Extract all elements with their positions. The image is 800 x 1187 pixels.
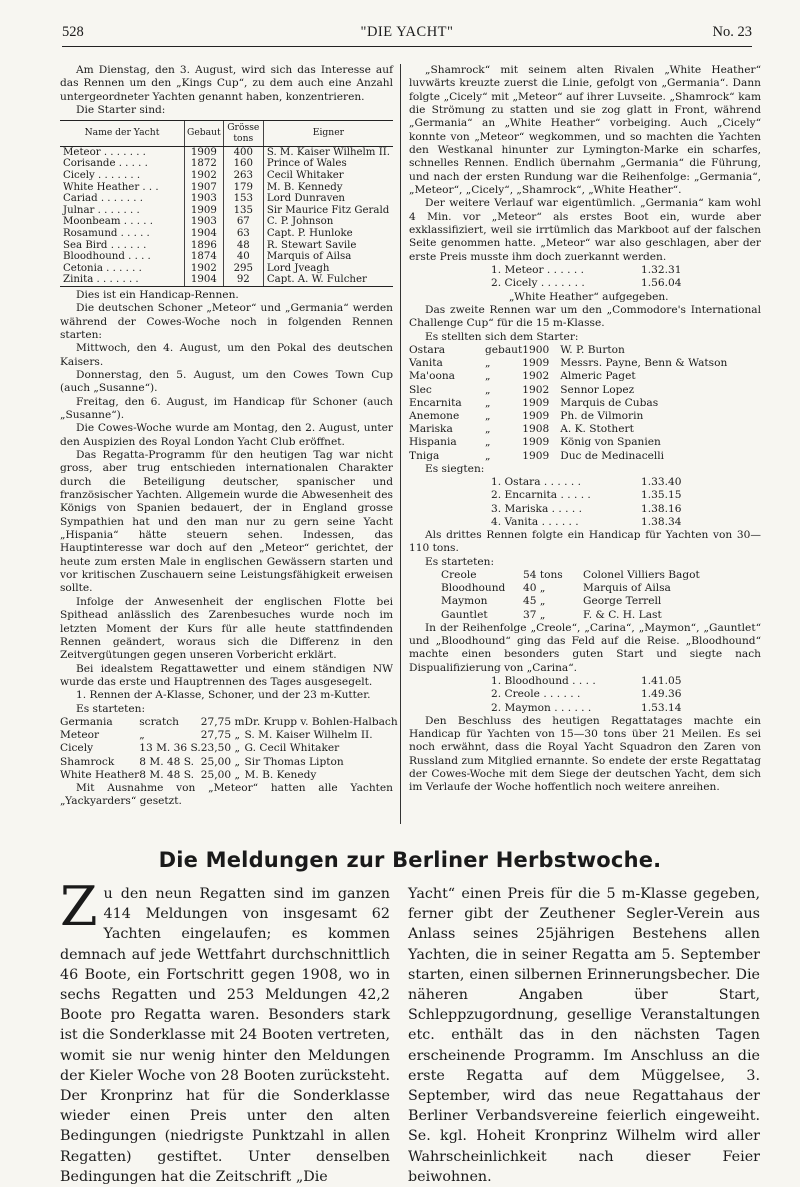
yacht-row-cell: S. M. Kaiser Wilhelm II. bbox=[263, 146, 393, 158]
result2-row-cell: 3. Mariska . . . . . bbox=[491, 502, 582, 515]
article-text-2: Yacht“ einen Preis für die 5 m-Klasse gegeben, ferner gibt der Zeuthener Segler-Verein aus Anlass seines 25jährigen Bestehens allen Yachten, die in seiner Regatta am 5. September starten, einen silbernen Erinnerungsbecher. Die näheren Angaben über Start, Schleppzugordnung, gesellige Veranstaltungen etc. enthält das in den nächsten Tagen erscheinende Programm. Im Anschluss an die erste Regatta auf dem Müggelsee, 3. September, wird das neue Regattahaus der Berliner Verbandsvereine feierlich eingeweiht. Se. kgl. Hoheit Kronprinz Wilhelm wird aller Wahrscheinlichkeit nach dieser Feier beiwohnen. bbox=[408, 886, 760, 1185]
paragraph-shamrock: „Shamrock“ mit seinem alten Rivalen „White Heather“ luvwärts kreuzte zuerst die Linie, gefolgt von „Germania“. Dann folgte „Cicely“ mit „Meteor“ auf ihrer Luvseite. „Shamrock“ kam die Strömung zu statten und sie zog glatt in Front, während „Germania“ an „White Heather“ vorbeiging. Auch „Cicely“ konnte von „Meteor“ wegkommen, und so machten die Yachten den Westkanal hinunter zur Lymington-Marke ein scharfes, schnelles Rennen. Endlich übernahm „Germania“ die Führung, und nach der ersten Rundung war die Reihenfolge: „Germania“, „Meteor“, „Cicely“, „Shamrock“, „White Heather“. bbox=[409, 64, 761, 197]
yacht-row-cell: 48 bbox=[223, 240, 263, 252]
article-column-2 bbox=[408, 884, 760, 1187]
result1-row-cell: 1. Meteor . . . . . . bbox=[491, 264, 584, 277]
yacht-row-cell: 263 bbox=[223, 170, 263, 182]
result2-row-cell: 1.35.15 bbox=[641, 489, 682, 502]
race1-row-cell: Sir Thomas Lipton bbox=[244, 755, 344, 768]
race2-row bbox=[409, 450, 727, 463]
race1-row bbox=[60, 756, 398, 769]
race2-row-cell: W. P. Burton bbox=[560, 343, 625, 356]
race1-row-cell: G. Cecil Whitaker bbox=[244, 742, 340, 755]
yacht-row bbox=[60, 146, 393, 158]
race2-row-cell: „ bbox=[485, 396, 491, 409]
result2-row-cell: 1.38.34 bbox=[641, 515, 682, 528]
result3-row-cell: 1. Bloodhound . . . . bbox=[491, 675, 596, 688]
result3-row bbox=[491, 688, 681, 701]
race2-row-cell: 1908 bbox=[522, 423, 550, 436]
yacht-row bbox=[60, 274, 393, 286]
col-header-size: Grösse tons bbox=[223, 121, 263, 146]
yacht-row-cell: Capt. A. W. Fulcher bbox=[263, 274, 393, 286]
label-siegten: Es siegten: bbox=[425, 462, 485, 475]
race1-row-cell: 23,50 „ bbox=[200, 742, 240, 755]
race1-row-cell: S. M. Kaiser Wilhelm II. bbox=[244, 729, 373, 742]
yacht-row-cell: M. B. Kennedy bbox=[263, 182, 393, 194]
paragraph-reihenfolge: In der Reihenfolge „Creole“, „Carina“, „Maymon“, „Gauntlet“ und „Bloodhound“ ging das Feld auf die Reise. „Bloodhound“ machte einen besonders guten Start und siegte nach Dispualifizierung von „Carina“. bbox=[409, 621, 761, 674]
magazine-title: "DIE YACHT" bbox=[360, 24, 454, 40]
race1-table bbox=[60, 716, 398, 782]
race1-row-cell: 25,00 „ bbox=[200, 768, 240, 781]
result3-table bbox=[491, 675, 681, 715]
yacht-row-cell: Prince of Wales bbox=[263, 158, 393, 170]
column-divider bbox=[400, 64, 401, 824]
race2-row bbox=[409, 344, 727, 357]
race2-row-cell: 1909 bbox=[522, 449, 550, 462]
race3-row-cell: Creole bbox=[441, 568, 477, 581]
race2-row-cell: Ostara bbox=[409, 343, 446, 356]
race1-row bbox=[60, 742, 398, 755]
yacht-row-cell: Moonbeam . . . . . bbox=[63, 216, 153, 228]
yacht-row-cell: Cetonia . . . . . . bbox=[63, 262, 142, 274]
race1-row-cell: Dr. Krupp v. Bohlen-Halbach bbox=[244, 715, 398, 728]
result2-row-cell: 2. Encarnita . . . . . bbox=[491, 489, 591, 502]
race2-row-cell: „ bbox=[485, 436, 491, 449]
result1-row bbox=[491, 277, 681, 290]
result1-table bbox=[491, 264, 681, 290]
race2-row-cell: Almeric Paget bbox=[560, 370, 636, 383]
col-header-name: Name der Yacht bbox=[60, 121, 185, 146]
race3-row bbox=[441, 595, 700, 608]
yacht-row-cell: 92 bbox=[223, 274, 263, 286]
race2-row-cell: Sennor Lopez bbox=[560, 383, 635, 396]
issue-number: No. 23 bbox=[712, 24, 752, 40]
page-number: 528 bbox=[62, 24, 84, 40]
drop-cap: Z bbox=[60, 875, 98, 938]
yacht-row-cell: Lord Dunraven bbox=[263, 193, 393, 205]
race1-row-cell: 13 M. 36 S. bbox=[139, 742, 201, 755]
yacht-row-cell: Sea Bird . . . . . . bbox=[63, 239, 147, 251]
race3-row-cell: 37 „ bbox=[523, 608, 546, 621]
race2-row-cell: Ma'oona bbox=[409, 370, 455, 383]
race1-row-cell: M. B. Kenedy bbox=[244, 768, 317, 781]
yacht-row bbox=[60, 193, 393, 205]
result3-row bbox=[491, 675, 681, 688]
yacht-row-cell: 1909 bbox=[185, 205, 224, 217]
race1-row-cell: 25,00 „ bbox=[200, 755, 240, 768]
result2-table bbox=[491, 476, 681, 529]
race1-row-cell: Germania bbox=[60, 715, 113, 728]
race2-row-cell: 1909 bbox=[522, 409, 550, 422]
yacht-row-cell: Cicely . . . . . . . bbox=[63, 169, 141, 181]
paragraph-donnerstag: Donnerstag, den 5. August, um den Cowes Town Cup (auch „Susanne“). bbox=[60, 368, 393, 395]
result2-row bbox=[491, 476, 681, 489]
result2-row bbox=[491, 489, 681, 502]
yacht-row-cell: Julnar . . . . . . . bbox=[63, 204, 140, 216]
race3-row-cell: Bloodhound bbox=[441, 582, 506, 595]
race1-row-cell: 27,75 m bbox=[200, 715, 245, 728]
race1-row-cell: White Heather bbox=[60, 768, 140, 781]
paragraph-schoner: Die deutschen Schoner „Meteor“ und „Germania“ werden während der Cowes-Woche noch in folgenden Rennen starten: bbox=[60, 302, 393, 341]
yacht-row bbox=[60, 170, 393, 182]
yacht-row-cell: 40 bbox=[223, 251, 263, 263]
race2-row-cell: „ bbox=[485, 409, 491, 422]
race2-row bbox=[409, 384, 727, 397]
race2-row-cell: „ bbox=[485, 383, 491, 396]
race2-row-cell: 1900 bbox=[522, 343, 550, 356]
yacht-row-cell: R. Stewart Savile bbox=[263, 240, 393, 252]
race3-row-cell: 45 „ bbox=[523, 595, 546, 608]
yacht-row-cell: Meteor . . . . . . . bbox=[63, 146, 146, 158]
paragraph-beschluss: Den Beschluss des heutigen Regattatages machte ein Handicap für Yachten von 15—30 tons über 21 Meilen. Es sei noch erwähnt, dass die Royal Yacht Squadron den Zaren von Russland zum Mitglied ernannte. So endete der erste Regattatag der Cowes-Woche mit dem Siege der deutschen Yacht, dem sich im Verlaufe der Woche hoffentlich noch weitere anreihen. bbox=[409, 714, 761, 794]
paragraph-ausnahme: Mit Ausnahme von „Meteor“ hatten alle Yachten „Yackyarders“ gesetzt. bbox=[60, 781, 393, 808]
right-column bbox=[409, 64, 761, 795]
paragraph-commodore: Das zweite Rennen war um den „Commodore's International Challenge Cup“ für die 15 m-Klasse. bbox=[409, 303, 761, 330]
race1-row-cell: 8 M. 48 S. bbox=[139, 768, 195, 781]
left-column bbox=[60, 64, 398, 809]
race2-row-cell: „ bbox=[485, 370, 491, 383]
race1-row-cell: scratch bbox=[139, 715, 179, 728]
result2-row bbox=[491, 516, 681, 529]
page-header bbox=[62, 24, 752, 44]
paragraph-intro: Am Dienstag, den 3. August, wird sich das Interesse auf das Rennen um den „Kings Cup“, zu dem auch eine Anzahl untergeordneter Yachten genannt haben, konzentrieren. bbox=[60, 64, 393, 103]
yacht-row-cell: 160 bbox=[223, 158, 263, 170]
race2-row bbox=[409, 436, 727, 449]
race2-row-cell: Encarnita bbox=[409, 396, 462, 409]
yacht-row bbox=[60, 216, 393, 228]
yacht-row-cell: 1874 bbox=[185, 251, 224, 263]
result3-row-cell: 1.41.05 bbox=[641, 675, 682, 688]
article-headline: Die Meldungen zur Berliner Herbstwoche. bbox=[158, 848, 662, 872]
yacht-row-cell: 295 bbox=[223, 263, 263, 275]
label-es-starteten-2: Es starteten: bbox=[425, 555, 495, 568]
result2-row-cell: 1.33.40 bbox=[641, 476, 682, 489]
paragraph-drittes: Als drittes Rennen folgte ein Handicap für Yachten von 30—110 tons. bbox=[409, 528, 761, 555]
race2-row-cell: gebaut bbox=[485, 343, 523, 356]
yacht-row bbox=[60, 251, 393, 263]
yacht-row-cell: 1902 bbox=[185, 170, 224, 182]
race3-table bbox=[441, 569, 700, 622]
label-stellten: Es stellten sich dem Starter: bbox=[425, 330, 579, 343]
yacht-row-cell: 1904 bbox=[185, 274, 224, 286]
race2-row-cell: Ph. de Vilmorin bbox=[560, 409, 644, 422]
article-text-1: u den neun Regatten sind im ganzen 414 Meldungen von insgesamt 62 Yachten eingelaufen; es kommen demnach auf jede Wettfahrt durchschnittlich 46 Boote, ein Fortschritt gegen 1908, wo in sechs Regatten und 253 Meldungen 42,2 Boote pro Regatta waren. Besonders stark ist die Sonderklasse mit 24 Booten vertreten, womit sie nur wenig hinter den Meldungen der Kieler Woche von 28 Booten zurücksteht. Der Kronprinz hat für die Sonderklasse wieder einen Preis unter den alten Bedingungen (niedrigste Punktzahl in allen Regatten) gestiftet. Unter denselben Bedingungen hat die Zeitschrift „Die bbox=[60, 886, 390, 1185]
yacht-row-cell: Zinita . . . . . . . bbox=[60, 274, 185, 286]
paragraph-programm: Das Regatta-Programm für den heutigen Tag war nicht gross, aber trug entschieden internationalen Charakter durch die Beteiligung deutscher, spanischer und französischer Yachten. Allgemein wurde die Abwesenheit des Königs von Spanien bedauert, der in England grosse Sympathien hat und den man nur zu gern seine Yacht „Hispania“ hätte steuern sehen. Indessen, das Hauptinteresse war doch auf den „Meteor“ gerichtet, der heute zum ersten Male in englischen Gewässern starten und vor kritischen Zuschauern seine Leistungsfähigkeit erweisen sollte. bbox=[60, 449, 393, 595]
race3-row-cell: Marquis of Ailsa bbox=[583, 582, 671, 595]
starter-table bbox=[60, 120, 393, 287]
race2-row-cell: Slec bbox=[409, 383, 432, 396]
yacht-row-cell: 1872 bbox=[185, 158, 224, 170]
race1-row-cell: 8 M. 48 S. bbox=[139, 755, 195, 768]
table-header-row bbox=[60, 121, 393, 146]
race3-row-cell: F. & C. H. Last bbox=[583, 608, 662, 621]
article-column-1 bbox=[60, 875, 390, 1187]
yacht-row-cell: 1903 bbox=[185, 193, 224, 205]
result1-row-cell: 2. Cicely . . . . . . . bbox=[491, 277, 585, 290]
yacht-row-cell: 1902 bbox=[185, 263, 224, 275]
result2-row bbox=[491, 503, 681, 516]
race2-row-cell: A. K. Stothert bbox=[560, 423, 634, 436]
race2-row-cell: „ bbox=[485, 449, 491, 462]
race2-row bbox=[409, 410, 727, 423]
race2-row-cell: 1902 bbox=[522, 383, 550, 396]
race1-row bbox=[60, 716, 398, 729]
yacht-row-cell: 400 bbox=[223, 146, 263, 158]
yacht-row bbox=[60, 182, 393, 194]
yacht-row-cell: 179 bbox=[223, 182, 263, 194]
race3-row-cell: 40 „ bbox=[523, 582, 546, 595]
race2-row-cell: Duc de Medinacelli bbox=[560, 449, 665, 462]
yacht-row-cell: Rosamund . . . . . bbox=[63, 227, 150, 239]
paragraph-rennen1: 1. Rennen der A-Klasse, Schoner, und der 23 m-Kutter. bbox=[76, 689, 371, 702]
race3-row bbox=[441, 569, 700, 582]
yacht-row bbox=[60, 158, 393, 170]
result2-row-cell: 1.38.16 bbox=[641, 502, 682, 515]
race2-table bbox=[409, 344, 727, 463]
paragraph-handicap: Dies ist ein Handicap-Rennen. bbox=[76, 288, 239, 301]
paragraph-freitag: Freitag, den 6. August, im Handicap für Schoner (auch „Susanne“). bbox=[60, 395, 393, 421]
yacht-row-cell: Sir Maurice Fitz Gerald bbox=[263, 205, 393, 217]
race2-row bbox=[409, 370, 727, 383]
yacht-row-cell: Cariad . . . . . . . bbox=[63, 193, 143, 205]
result1-row-cell: 1.32.31 bbox=[641, 264, 682, 277]
paragraph-wetter: Bei idealstem Regattawetter und einem ständigen NW wurde das erste und Hauptrennen des Tages ausgesegelt. bbox=[60, 662, 393, 688]
col-header-built: Gebaut bbox=[185, 121, 224, 146]
result1-row bbox=[491, 264, 681, 277]
yacht-row-cell: C. P. Johnson bbox=[263, 216, 393, 228]
yacht-row-cell: Lord Jveagh bbox=[263, 263, 393, 275]
result2-row-cell: 1. Ostara . . . . . . bbox=[491, 476, 581, 489]
result3-row-cell: 1.53.14 bbox=[641, 701, 682, 714]
race3-row-cell: 54 tons bbox=[523, 568, 563, 581]
race2-row-cell: König von Spanien bbox=[560, 436, 661, 449]
race1-row-cell: 27,75 „ bbox=[200, 729, 240, 742]
paragraph-flotte: Infolge der Anwesenheit der englischen Flotte bei Spithead anlässlich des Zarenbesuches wurde noch im letzten Moment der Kurs für alle heute stattfindenden Rennen geändert, woraus sich die Differenz in den Zeitvergütungen gegen unseren Vorbericht erklärt. bbox=[60, 595, 393, 662]
race2-row-cell: 1909 bbox=[522, 396, 550, 409]
race2-row-cell: 1902 bbox=[522, 370, 550, 383]
race1-row-cell: Meteor bbox=[60, 729, 100, 742]
yacht-row-cell: White Heather . . . bbox=[63, 181, 159, 193]
race3-row-cell: Gauntlet bbox=[441, 608, 488, 621]
yacht-row-cell: 135 bbox=[223, 205, 263, 217]
race1-row bbox=[60, 729, 398, 742]
yacht-row-cell: 1909 bbox=[185, 146, 224, 158]
paragraph-verlauf: Der weitere Verlauf war eigentümlich. „Germania“ kam wohl 4 Min. vor „Meteor“ als erstes Boot ein, wurde aber exklassifiziert, weil sie irrtümlich das Markboot auf der falschen Seite genommen hatte. „Meteor“ war also geschlagen, aber der erste Preis musste ihm doch zuerkannt werden. bbox=[409, 197, 761, 263]
race2-row-cell: Anemone bbox=[409, 409, 460, 422]
result1-row-cell: 1.56.04 bbox=[641, 277, 682, 290]
race2-row-cell: Marquis de Cubas bbox=[560, 396, 659, 409]
result3-row-cell: 1.49.36 bbox=[641, 688, 682, 701]
yacht-row-cell: 67 bbox=[223, 216, 263, 228]
yacht-row bbox=[60, 240, 393, 252]
race2-row bbox=[409, 357, 727, 370]
yacht-row-cell: Cecil Whitaker bbox=[263, 170, 393, 182]
race3-row bbox=[441, 609, 700, 622]
race2-row-cell: Vanita bbox=[409, 357, 443, 370]
yacht-row-cell: Corisande . . . . . bbox=[63, 158, 148, 170]
result3-row bbox=[491, 702, 681, 715]
yacht-row bbox=[60, 228, 393, 240]
yacht-row-cell: Capt. P. Hunloke bbox=[263, 228, 393, 240]
header-rule bbox=[62, 46, 752, 47]
paragraph-cowes: Die Cowes-Woche wurde am Montag, den 2. August, unter den Auspizien des Royal London Yacht Club eröffnet. bbox=[60, 422, 393, 448]
yacht-row-cell: 63 bbox=[223, 228, 263, 240]
paragraph-mittwoch: Mittwoch, den 4. August, um den Pokal des deutschen Kaisers. bbox=[60, 342, 393, 368]
result1-note: „White Heather“ aufgegeben. bbox=[509, 290, 669, 303]
race2-row-cell: „ bbox=[485, 357, 491, 370]
result2-row-cell: 4. Vanita . . . . . . bbox=[491, 515, 579, 528]
race1-row-cell: Shamrock bbox=[60, 755, 115, 768]
race3-row-cell: George Terrell bbox=[583, 595, 662, 608]
label-es-starteten: Es starteten: bbox=[76, 702, 146, 715]
yacht-row-cell: 1896 bbox=[185, 240, 224, 252]
race3-row bbox=[441, 582, 700, 595]
yacht-row bbox=[60, 205, 393, 217]
race2-row-cell: 1909 bbox=[522, 357, 550, 370]
race2-row-cell: Mariska bbox=[409, 423, 453, 436]
race3-row-cell: Colonel Villiers Bagot bbox=[583, 568, 700, 581]
race3-row-cell: Maymon bbox=[441, 595, 488, 608]
starter-label: Die Starter sind: bbox=[76, 104, 166, 117]
race2-row-cell: Messrs. Payne, Benn & Watson bbox=[560, 357, 728, 370]
race1-row-cell: „ bbox=[139, 729, 145, 742]
race2-row-cell: Hispania bbox=[409, 436, 457, 449]
race2-row-cell: Tniga bbox=[409, 449, 440, 462]
yacht-row-cell: 1904 bbox=[185, 228, 224, 240]
race1-row bbox=[60, 769, 398, 782]
race1-row-cell: Cicely bbox=[60, 742, 94, 755]
result3-row-cell: 2. Maymon . . . . . . bbox=[491, 701, 592, 714]
race2-row bbox=[409, 397, 727, 410]
race2-row bbox=[409, 423, 727, 436]
col-header-owner: Eigner bbox=[263, 121, 393, 146]
yacht-row bbox=[60, 263, 393, 275]
yacht-row-cell: 1903 bbox=[185, 216, 224, 228]
yacht-row-cell: 153 bbox=[223, 193, 263, 205]
yacht-row-cell: Marquis of Ailsa bbox=[263, 251, 393, 263]
result3-row-cell: 2. Creole . . . . . . bbox=[491, 688, 581, 701]
yacht-row-cell: Bloodhound . . . . bbox=[63, 251, 151, 263]
yacht-row-cell: 1907 bbox=[185, 182, 224, 194]
race2-row-cell: „ bbox=[485, 423, 491, 436]
race2-row-cell: 1909 bbox=[522, 436, 550, 449]
